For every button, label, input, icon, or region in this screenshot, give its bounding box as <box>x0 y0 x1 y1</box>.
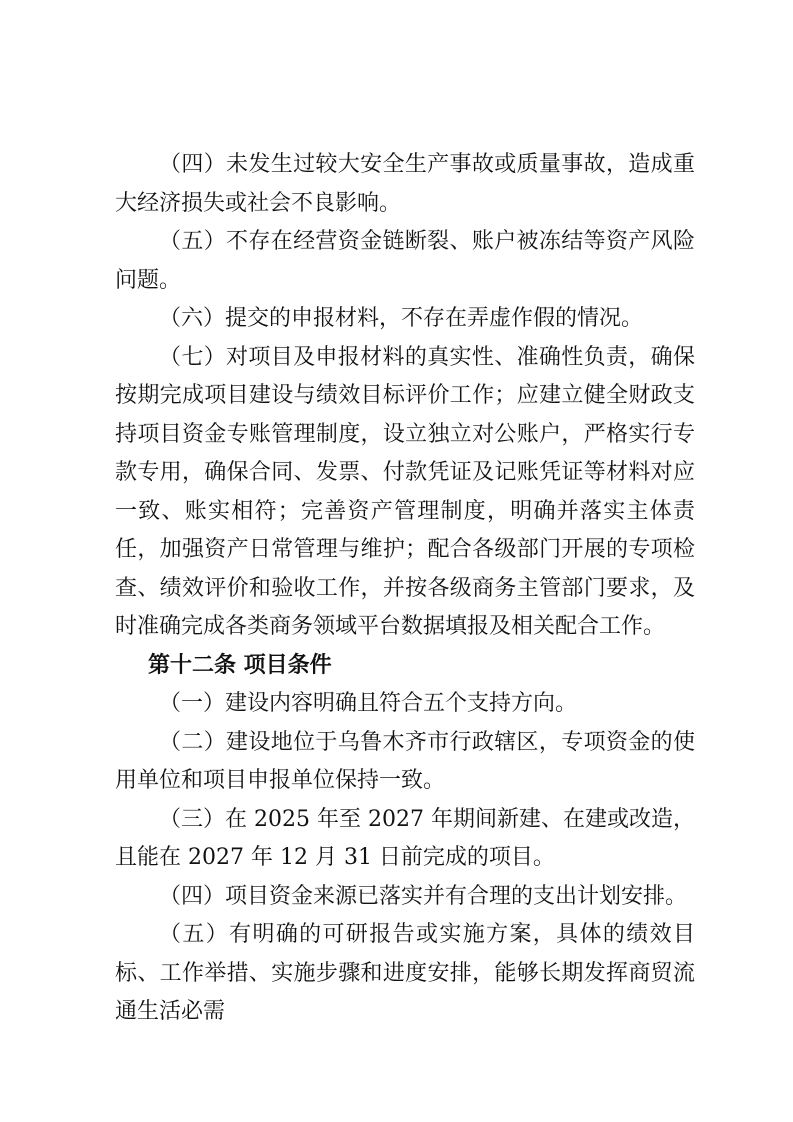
paragraph-condition-4: （四）未发生过较大安全生产事故或质量事故，造成重大经济损失或社会不良影响。 <box>115 152 695 216</box>
paragraph-condition-5: （五）不存在经营资金链断裂、账户被冻结等资产风险问题。 <box>115 229 695 293</box>
section-heading: 第十二条 项目条件 <box>148 652 332 678</box>
paragraph-project-condition-3: （三）在 2025 年至 2027 年期间新建、在建或改造，且能在 2027 年 12 月 31 日前完成的项目。 <box>115 806 695 870</box>
document-body <box>115 146 695 1032</box>
paragraph-project-condition-5: （五）有明确的可研报告或实施方案，具体的绩效目标、工作举措、实施步骤和进度安排，能够长期发挥商贸流通生活必需 <box>115 922 695 1024</box>
paragraph-project-condition-4: （四）项目资金来源已落实并有合理的支出计划安排。 <box>159 883 688 909</box>
paragraph-condition-7: （七）对项目及申报材料的真实性、准确性负责，确保按期完成项目建设与绩效目标评价工作；应建立健全财政支持项目资金专账管理制度，设立独立对公账户，严格实行专款专用，确保合同、发票、付款凭证及记账凭证等材料对应一致、账实相符；完善资产管理制度，明确并落实主体责任，加强资产日常管理与维护；配合各级部门开展的专项检查、绩效评价和验收工作，并按各级商务主管部门要求，及时准确完成各类商务领域平台数据填报及相关配合工作。 <box>115 344 695 639</box>
paragraph-project-condition-2: （二）建设地位于乌鲁木齐市行政辖区，专项资金的使用单位和项目申报单位保持一致。 <box>115 729 695 793</box>
paragraph-project-condition-1: （一）建设内容明确且符合五个支持方向。 <box>159 691 578 716</box>
paragraph-condition-6: （六）提交的申报材料，不存在弄虚作假的情况。 <box>159 306 644 331</box>
